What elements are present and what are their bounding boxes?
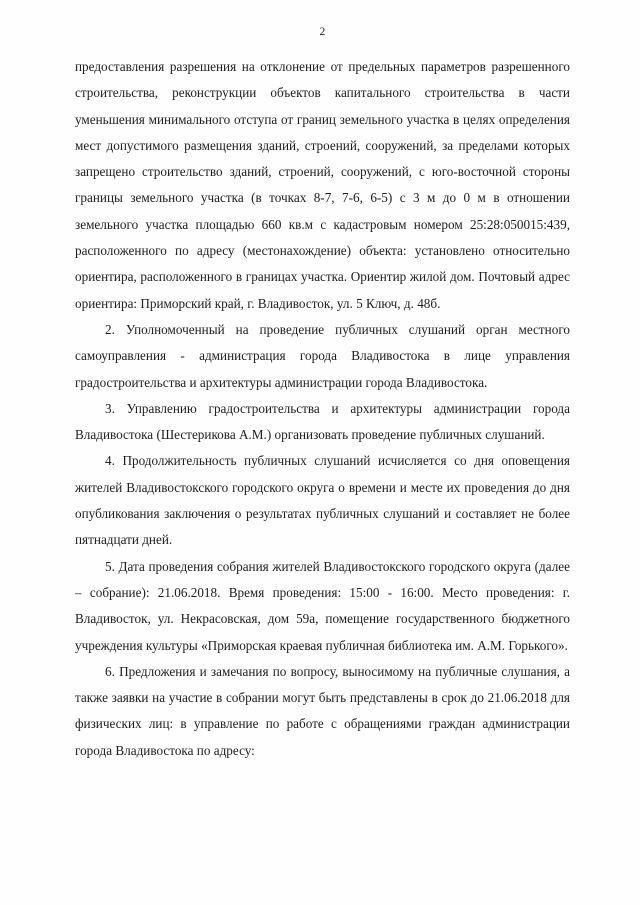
- paragraph-item-2: 2. Уполномоченный на проведение публичных слушаний орган местного самоуправления - администрация города Владивостока в лице управления градостроительства и архитектуры администрации города Владивостока.: [75, 321, 570, 390]
- paragraph-continuation: предоставления разрешения на отклонение от предельных параметров разрешенного строительства, реконструкции объектов капитального строительства в части уменьшения минимального отступа от границ земельного участка в целях определения мест допустимого размещения зданий, строений, сооружений, за пределами которых запрещено строительство зданий, строений, сооружений, с юго-восточной стороны границы земельного участка (в точках 8-7, 7-6, 6-5) с 3 м до 0 м в отношении земельного участка площадью 660 кв.м с кадастровым номером 25:28:050015:439, расположенного по адресу (местонахождение) объекта: установлено относительно ориентира, расположенного в границах участка. Ориентир жилой дом. Почтовый адрес ориентира: Приморский край, г. Владивосток, ул. 5 Ключ, д. 48б.: [75, 59, 570, 311]
- page-number: 2: [319, 26, 326, 38]
- paragraph-item-5: 5. Дата проведения собрания жителей Владивостокского городского округа (далее – собрание): 21.06.2018. Время проведения: 15:00 - 16:00. Место проведения: г. Владивосток, ул. Некрасовская, дом 59а, помещение государственного бюджетного учреждения культуры «Приморская краевая публичная библиотека им. А.М. Горького».: [75, 558, 570, 653]
- paragraph-item-6: 6. Предложения и замечания по вопросу, выносимому на публичные слушания, а также заявки на участие в собрании могут быть представлены в срок до 21.06.2018 для физических лиц: в управление по работе с обращениями граждан администрации города Владивостока по адресу:: [75, 663, 570, 758]
- paragraph-item-3: 3. Управлению градостроительства и архитектуры администрации города Владивостока (Шестерикова А.М.) организовать проведение публичных слушаний.: [75, 400, 570, 443]
- paragraph-item-4: 4. Продолжительность публичных слушаний исчисляется со дня оповещения жителей Владивостокского городского округа о времени и месте их проведения до дня опубликования заключения о результатах публичных слушаний и составляет не более пятнадцати дней.: [75, 453, 570, 548]
- document-body: [75, 54, 570, 764]
